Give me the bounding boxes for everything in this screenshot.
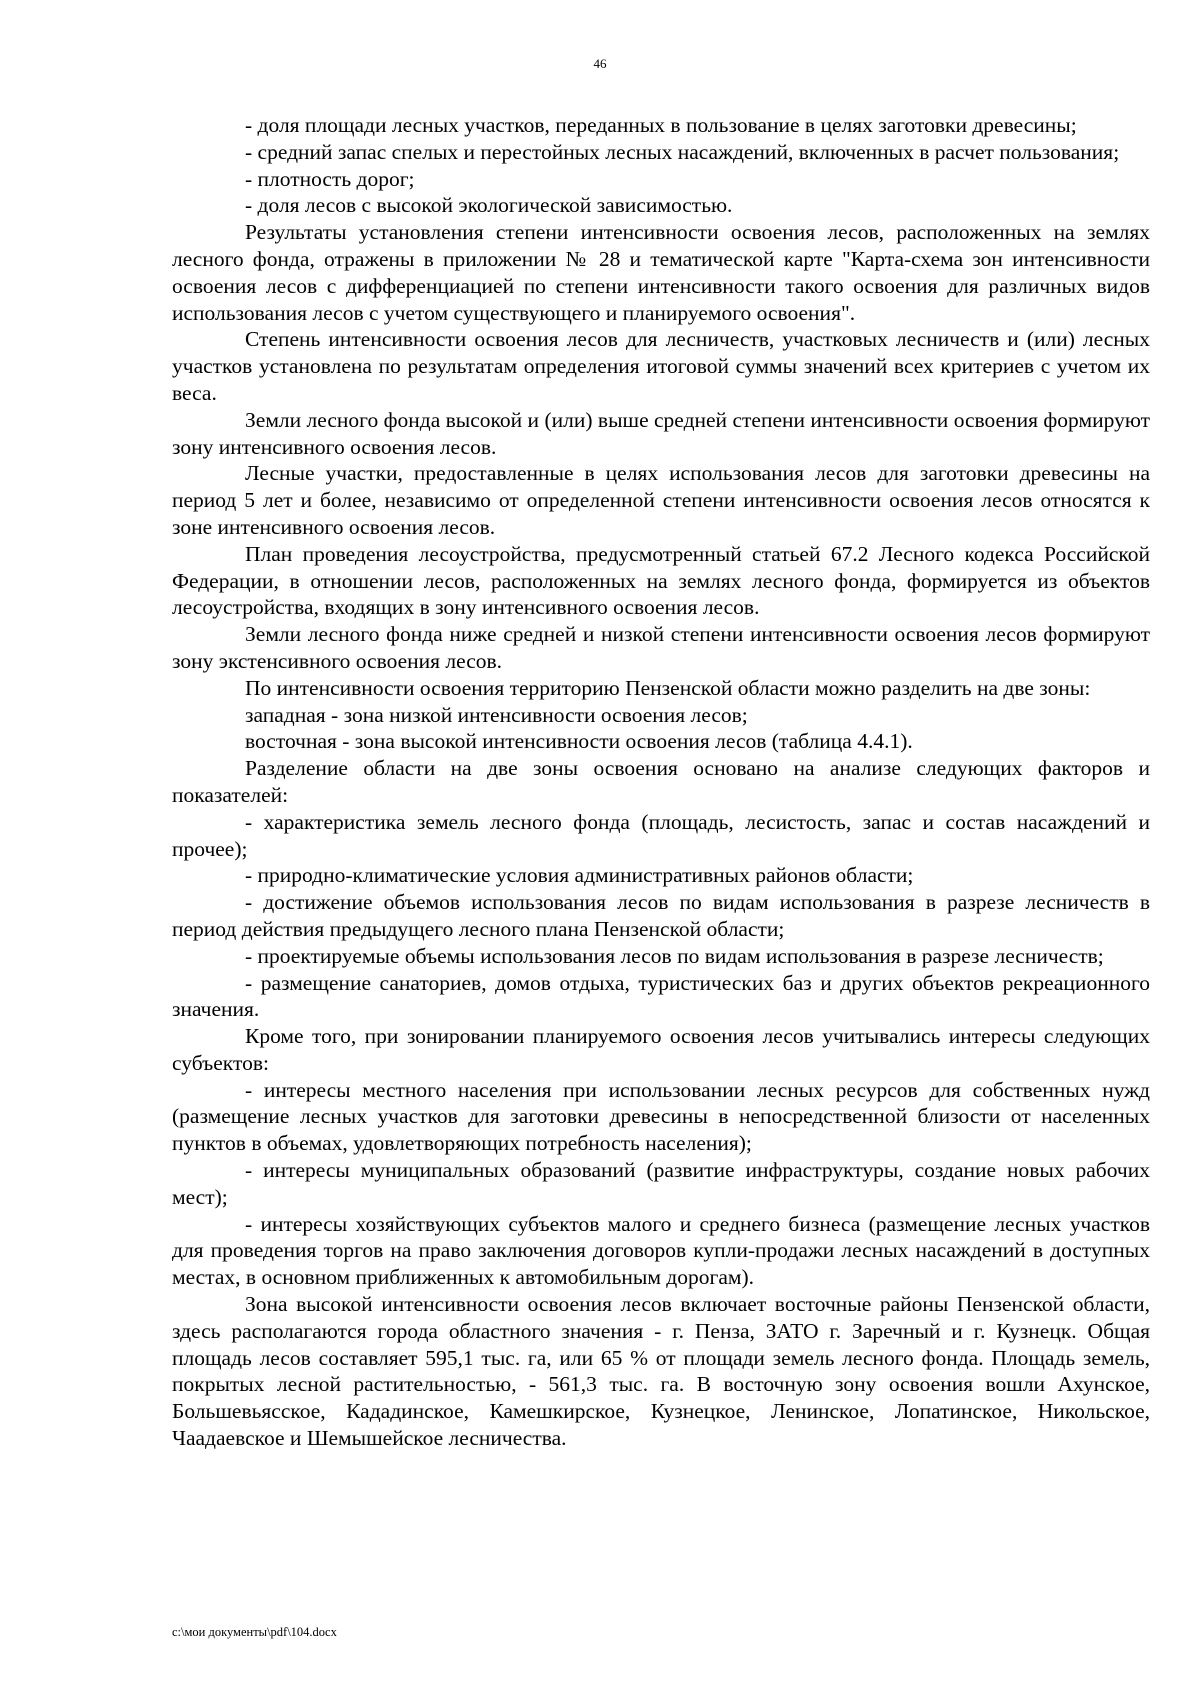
- paragraph: - интересы муниципальных образований (развитие инфраструктуры, создание новых рабочих мест);: [172, 1158, 1150, 1209]
- paragraph: - природно-климатические условия административных районов области;: [245, 863, 914, 888]
- paragraph: Результаты установления степени интенсивности освоения лесов, расположенных на землях лесного фонда, отражены в приложении № 28 и тематической карте "Карта-схема зон интенсивности освоения лесов с дифференциацией по степени интенсивности такого освоения для различных видов использования лесов с учетом существующего и планируемого освоения".: [172, 220, 1150, 325]
- footer-file-path: c:\мои документы\pdf\104.docx: [172, 1625, 337, 1639]
- paragraph: восточная - зона высокой интенсивности освоения лесов (таблица 4.4.1).: [245, 729, 913, 754]
- paragraph: - проектируемые объемы использования лесов по видам использования в разрезе лесничеств;: [245, 943, 1104, 968]
- paragraph: - доля площади лесных участков, переданных в пользование в целях заготовки древесины;: [245, 113, 1077, 137]
- paragraph: Зона высокой интенсивности освоения лесов включает восточные районы Пензенской области, здесь располагаются города областного значения - г. Пенза, ЗАТО г. Заречный и г. Кузнецк. Общая площадь лесов составляет 595,1 тыс. га, или 65 % от площади земель лесного фонда. Площадь земель, покрытых лесной растительностью, - 561,3 тыс. га. В восточную зону освоения вошли Ахунское, Большевьясское, Кададинское, Камешкирское, Кузнецкое, Ленинское, Лопатинское, Никольское, Чаадаевское и Шемышейское лесничества.: [172, 1292, 1150, 1451]
- paragraph: - средний запас спелых и перестойных лесных насаждений, включенных в расчет пользования;: [245, 139, 1120, 164]
- page-number: 46: [593, 56, 607, 71]
- paragraph: - размещение санаториев, домов отдыха, туристических баз и других объектов рекреационного значения.: [172, 970, 1150, 1022]
- paragraph: - достижение объемов использования лесов по видам использования в разрезе лесничеств в период действия предыдущего лесного плана Пензенской области;: [172, 890, 1150, 941]
- paragraph: Земли лесного фонда высокой и (или) выше средней степени интенсивности освоения формируют зону интенсивного освоения лесов.: [172, 407, 1150, 459]
- paragraph: - интересы местного населения при использовании лесных ресурсов для собственных нужд (размещение лесных участков для заготовки древесины в непосредственной близости от населенных пунктов в объемах, удовлетворяющих потребность населения);: [172, 1077, 1150, 1156]
- paragraph: - характеристика земель лесного фонда (площадь, лесистость, запас и состав насаждений и прочее);: [172, 809, 1150, 861]
- paragraph: План проведения лесоустройства, предусмотренный статьей 67.2 Лесного кодекса Российской Федерации, в отношении лесов, расположенных на землях лесного фонда, формируется из объектов лесоустройства, входящих в зону интенсивного освоения лесов.: [172, 541, 1150, 620]
- paragraph: Земли лесного фонда ниже средней и низкой степени интенсивности освоения лесов формируют зону экстенсивного освоения лесов.: [172, 622, 1150, 673]
- paragraph: По интенсивности освоения территорию Пензенской области можно разделить на две зоны:: [245, 675, 1091, 700]
- body-text: [172, 112, 1150, 1452]
- paragraph: Кроме того, при зонировании планируемого освоения лесов учитывались интересы следующих субъектов:: [172, 1024, 1150, 1075]
- paragraph: Степень интенсивности освоения лесов для лесничеств, участковых лесничеств и (или) лесных участков установлена по результатам определения итоговой суммы значений всех критериев с учетом их веса.: [172, 327, 1150, 405]
- paragraph: Разделение области на две зоны освоения основано на анализе следующих факторов и показателей:: [172, 756, 1150, 807]
- paragraph: западная - зона низкой интенсивности освоения лесов;: [245, 702, 748, 727]
- paragraph: - доля лесов с высокой экологической зависимостью.: [245, 193, 733, 218]
- paragraph: Лесные участки, предоставленные в целях использования лесов для заготовки древесины на период 5 лет и более, независимо от определенной степени интенсивности освоения лесов относятся к зоне интенсивного освоения лесов.: [172, 461, 1150, 539]
- paragraph: - плотность дорог;: [245, 166, 415, 191]
- paragraph: - интересы хозяйствующих субъектов малого и среднего бизнеса (размещение лесных участков для проведения торгов на право заключения договоров купли-продажи лесных насаждений в доступных местах, в основном приближенных к автомобильным дорогам).: [172, 1211, 1150, 1290]
